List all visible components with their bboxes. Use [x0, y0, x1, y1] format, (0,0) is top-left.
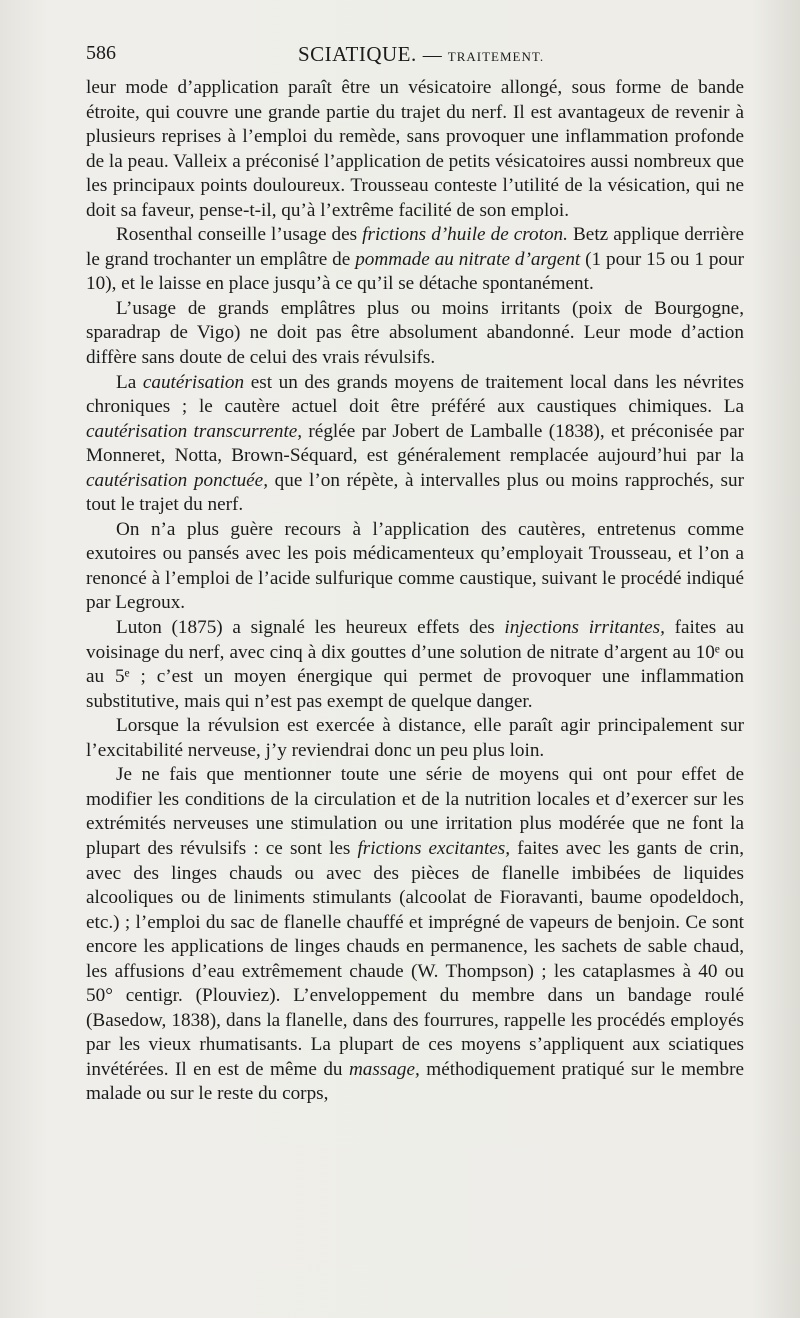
paragraph [86, 297, 744, 371]
text-run: faites au voisinage du nerf, avec cinq à dix gouttes d’une solution de nitrate d’argent au 10ᵉ ou au 5ᵉ ; c’est un moyen énergique qui permet de provoquer une inflammation substitutive, mais qui n’est pas exempt de quelque danger. [86, 617, 744, 712]
text-run: Lorsque la révulsion est exercée à distance, elle paraît agir principalement sur l’excitabilité nerveuse, j’y reviendrai donc un peu plus loin. [86, 715, 744, 761]
italic-text: pommade au nitrate d’argent [355, 248, 581, 270]
page-number: 586 [86, 42, 116, 64]
italic-text: injections irritantes, [504, 617, 665, 639]
text-run: Luton (1875) a signalé les heureux effets des [116, 617, 505, 639]
italic-text: massage, [348, 1058, 420, 1080]
text-run: Betz applique derrière le grand trochanter un emplâtre de [86, 224, 745, 270]
paragraph [86, 223, 744, 297]
paragraph [86, 763, 744, 1107]
text-run: réglée par Jobert de Lamballe (1838), et préconisée par Monneret, Notta, Brown-Séquard, est généralement remplacée aujourd’hui par la [86, 420, 744, 467]
paragraph [86, 714, 744, 763]
text-run: Rosenthal conseille l’usage des [116, 224, 363, 246]
paragraph [86, 616, 744, 714]
italic-text: cautérisation transcurrente, [86, 420, 303, 442]
text-run: que l’on répète, à intervalles plus ou moins rapprochés, sur tout le trajet du nerf. [86, 469, 744, 516]
running-head-dash: — [422, 45, 442, 66]
text-run: est un des grands moyens de traitement local dans les névrites chroniques ; le cautère actuel doit être préféré aux caustiques chimiques. La [86, 371, 744, 418]
body-text [86, 76, 744, 1107]
text-run: Je ne fais que mentionner toute une série de moyens qui ont pour effet de modifier les conditions de la circulation et de la nutrition locales et d’exercer sur les extrémités nerveuses une stimulation ou une irritation plus modérée que ne font la plupart des révulsifs : ce sont les [86, 764, 744, 859]
text-run: On n’a plus guère recours à l’application des cautères, entretenus comme exutoires ou pansés avec les pois médicamenteux qu’employait Trousseau, et l’on a renoncé à l’emploi de l’acide sulfurique comme caustique, suivant le procédé indiqué par Legroux. [86, 518, 744, 614]
text-run: faites avec les gants de crin, avec des linges chauds ou avec des pièces de flanelle imbibées de liquides alcooliques ou de liniments stimulants (alcoolat de Fioravanti, baume opodeldoch, etc.) ; l’emploi du sac de flanelle chauffé et imprégné de vapeurs de benjoin. Ce sont encore les applications de linges chauds en permanence, les sachets de sable chaud, les affusions d’eau extrêmement chaude (W. Thompson) ; les cataplasmes à 40 ou 50° centigr. (Plouviez). L’enveloppement du membre dans un bandage roulé (Basedow, 1838), dans la flanelle, dans des fourrures, rappelle les procédés employés par les vieux rhumatisants. La plupart de ces moyens s’appliquent aux sciatiques invétérées. Il en est de même du [86, 837, 744, 1080]
italic-text: frictions excitantes, [357, 837, 511, 859]
page-header [86, 40, 746, 70]
text-run: (1 pour 15 ou 1 pour 10), et le laisse en place jusqu’à ce qu’il se détache spontanément. [86, 248, 745, 295]
text-run: La [116, 371, 143, 393]
italic-text: cautérisation [142, 371, 245, 393]
running-head-title: SCIATIQUE. [298, 42, 417, 66]
paragraph [86, 518, 744, 616]
paragraph [86, 371, 744, 518]
text-run: L’usage de grands emplâtres plus ou moins irritants (poix de Bourgogne, sparadrap de Vigo) ne doit pas être absolument abandonné. Leur mode d’action diffère sans doute de celui des vrais révulsifs. [86, 297, 744, 369]
italic-text: cautérisation ponctuée, [86, 469, 268, 491]
running-head [298, 42, 544, 67]
text-run: leur mode d’application paraît être un vésicatoire allongé, sous forme de bande étroite, qui couvre une grande partie du trajet du nerf. Il est avantageux de revenir à plusieurs reprises à l’emploi du remède, sans provoquer une inflammation profonde de la peau. Valleix a préconisé l’application de petits vésicatoires aussi nombreux que les principaux points douloureux. Trousseau conteste l’utilité de la vésication, qui ne doit sa faveur, pense-t-il, qu’à l’extrême facilité de son emploi. [86, 77, 744, 221]
text-run: méthodiquement pratiqué sur le membre malade ou sur le reste du corps, [86, 1058, 744, 1105]
italic-text: frictions d’huile de croton. [362, 224, 568, 246]
running-head-subtitle: TRAITEMENT. [447, 49, 545, 64]
paragraph [86, 76, 744, 223]
